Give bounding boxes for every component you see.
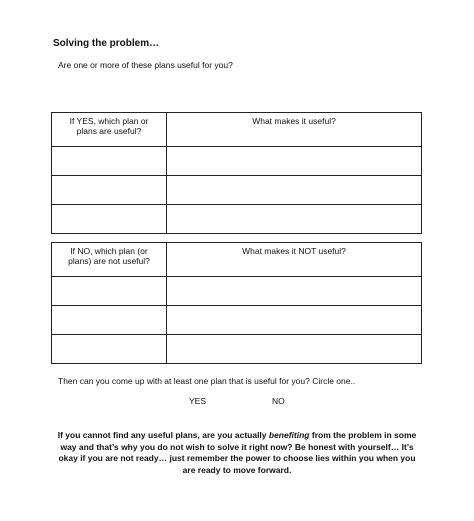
what-makes-not-useful-header: What makes it NOT useful?: [167, 243, 422, 277]
question-text: Are one or more of these plans useful for you?: [58, 60, 233, 70]
useful-reason-cell[interactable]: [167, 176, 422, 205]
not-useful-plan-cell[interactable]: [52, 277, 167, 306]
not-useful-reason-cell[interactable]: [167, 277, 422, 306]
useful-plan-header: If YES, which plan or plans are useful?: [52, 113, 167, 147]
not-useful-reason-cell[interactable]: [167, 306, 422, 335]
closing-note: [56, 430, 418, 476]
useful-plan-cell[interactable]: [52, 147, 167, 176]
not-useful-plans-table: [51, 242, 422, 364]
worksheet-title: Solving the problem…: [53, 38, 160, 49]
useful-plans-table: [51, 112, 422, 234]
followup-question: Then can you come up with at least one plan that is useful for you? Circle one..: [58, 376, 356, 386]
useful-plan-cell[interactable]: [52, 205, 167, 234]
useful-plan-cell[interactable]: [52, 176, 167, 205]
no-option[interactable]: NO: [272, 396, 285, 406]
table-row: [52, 147, 422, 176]
table-row: [52, 277, 422, 306]
yes-option[interactable]: YES: [189, 396, 207, 406]
not-useful-plan-cell[interactable]: [52, 335, 167, 364]
closing-note-emphasis: benefiting: [268, 430, 310, 440]
closing-note-part2: from the problem in some way and that’s why you do not wish to solve it right now? Be honest with yourself… It’s okay if you are not ready… just remember the power to choose lies within you when you are ready to move forward.: [58, 430, 417, 475]
not-useful-plan-header: If NO, which plan (or plans) are not useful?: [52, 243, 167, 277]
table-row: [52, 335, 422, 364]
not-useful-plan-cell[interactable]: [52, 306, 167, 335]
useful-reason-cell[interactable]: [167, 205, 422, 234]
not-useful-reason-cell[interactable]: [167, 335, 422, 364]
closing-note-part1: If you cannot find any useful plans, are you actually: [57, 430, 269, 440]
table-row: [52, 205, 422, 234]
table-row: [52, 176, 422, 205]
what-makes-useful-header: What makes it useful?: [167, 113, 422, 147]
useful-reason-cell[interactable]: [167, 147, 422, 176]
table-row: [52, 306, 422, 335]
